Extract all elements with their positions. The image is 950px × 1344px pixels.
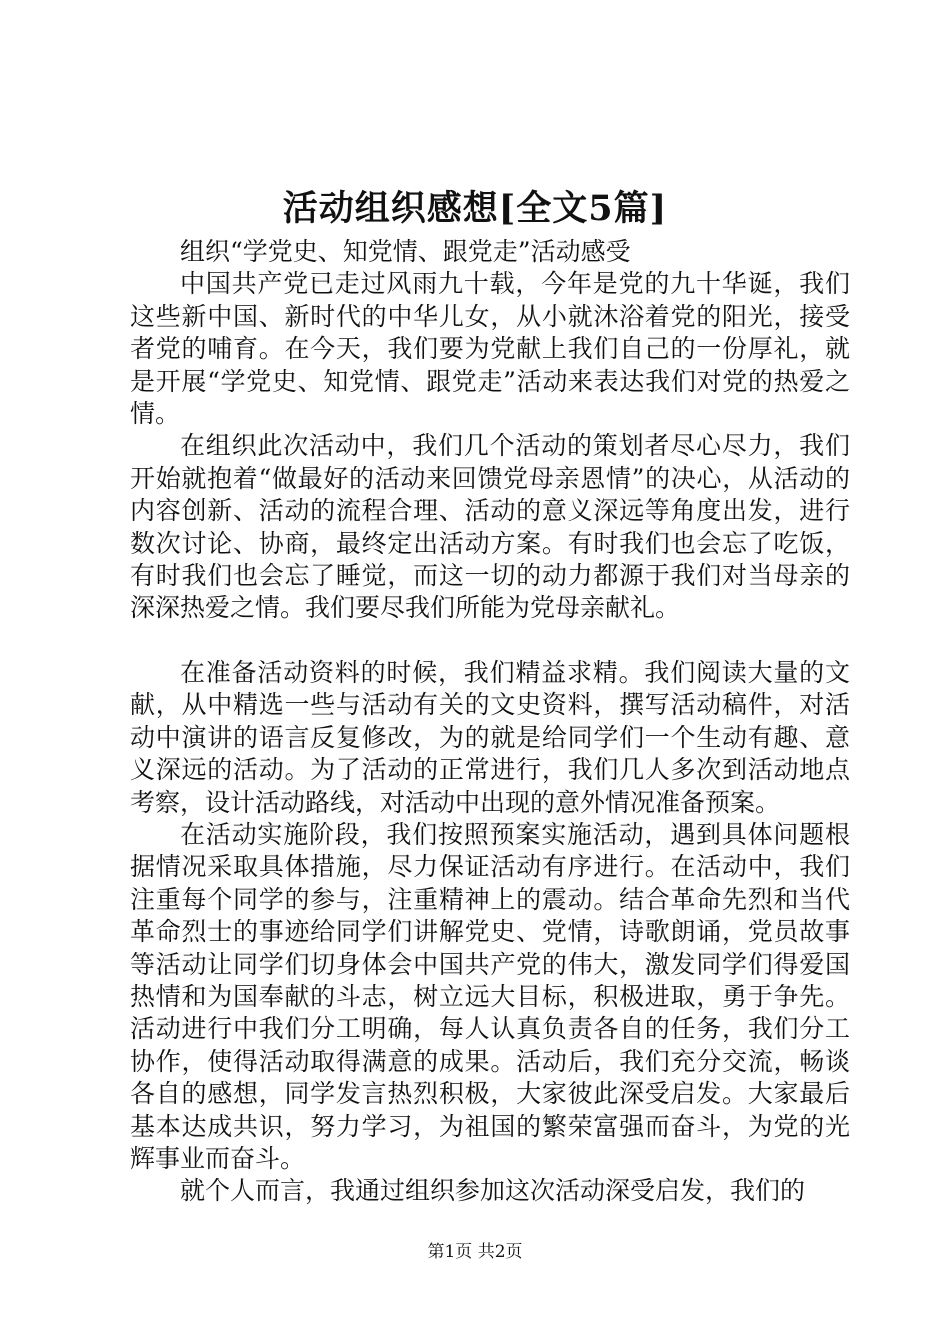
document-subtitle: 组织“学党史、知党情、跟党走”活动感受: [180, 237, 631, 266]
paragraph-3: 在准备活动资料的时候，我们精益求精。我们阅读大量的文献，从中精选一些与活动有关的文史资料，撰写活动稿件，对活动中演讲的语言反复修改，为的就是给同学们一个生动有趣、意义深远的活动。为了活动的正常进行，我们几人多次到活动地点考察，设计活动路线，对活动中出现的意外情况准备预案。: [130, 657, 850, 817]
document-body: [130, 236, 850, 1208]
paragraph-4: 在活动实施阶段，我们按照预案实施活动，遇到具体问题根据情况采取具体措施，尽力保证活动有序进行。在活动中，我们注重每个同学的参与，注重精神上的震动。结合革命先烈和当代革命烈士的事迹给同学们讲解党史、党情，诗歌朗诵，党员故事等活动让同学们切身体会中国共产党的伟大，激发同学们得爱国热情和为国奉献的斗志，树立远大目标，积极进取，勇于争先。活动进行中我们分工明确，每人认真负责各自的任务，我们分工协作，使得活动取得满意的成果。活动后，我们充分交流，畅谈各自的感想，同学发言热烈积极，大家彼此深受启发。大家最后基本达成共识，努力学习，为祖国的繁荣富强而奋斗，为党的光辉事业而奋斗。: [130, 819, 850, 1173]
paragraph-1: 中国共产党已走过风雨九十载，今年是党的九十华诞，我们这些新中国、新时代的中华儿女，从小就沐浴着党的阳光，接受者党的哺育。在今天，我们要为党献上我们自己的一份厚礼，就是开展“学党史、知党情、跟党走”活动来表达我们对党的热爱之情。: [130, 269, 850, 429]
paragraph-5: 就个人而言，我通过组织参加这次活动深受启发，我们的: [180, 1176, 806, 1206]
paragraph-2: 在组织此次活动中，我们几个活动的策划者尽心尽力，我们开始就抱着“做最好的活动来回馈党母亲恩情”的决心，从活动的内容创新、活动的流程合理、活动的意义深远等角度出发，进行数次讨论、协商，最终定出活动方案。有时我们也会忘了吃饭，有时我们也会忘了睡觉，而这一切的动力都源于我们对当母亲的深深热爱之情。我们要尽我们所能为党母亲献礼。: [130, 431, 850, 623]
document-title: 活动组织感想[全文5篇]: [282, 188, 668, 229]
page-number-footer: 第1页 共2页: [427, 1242, 523, 1262]
